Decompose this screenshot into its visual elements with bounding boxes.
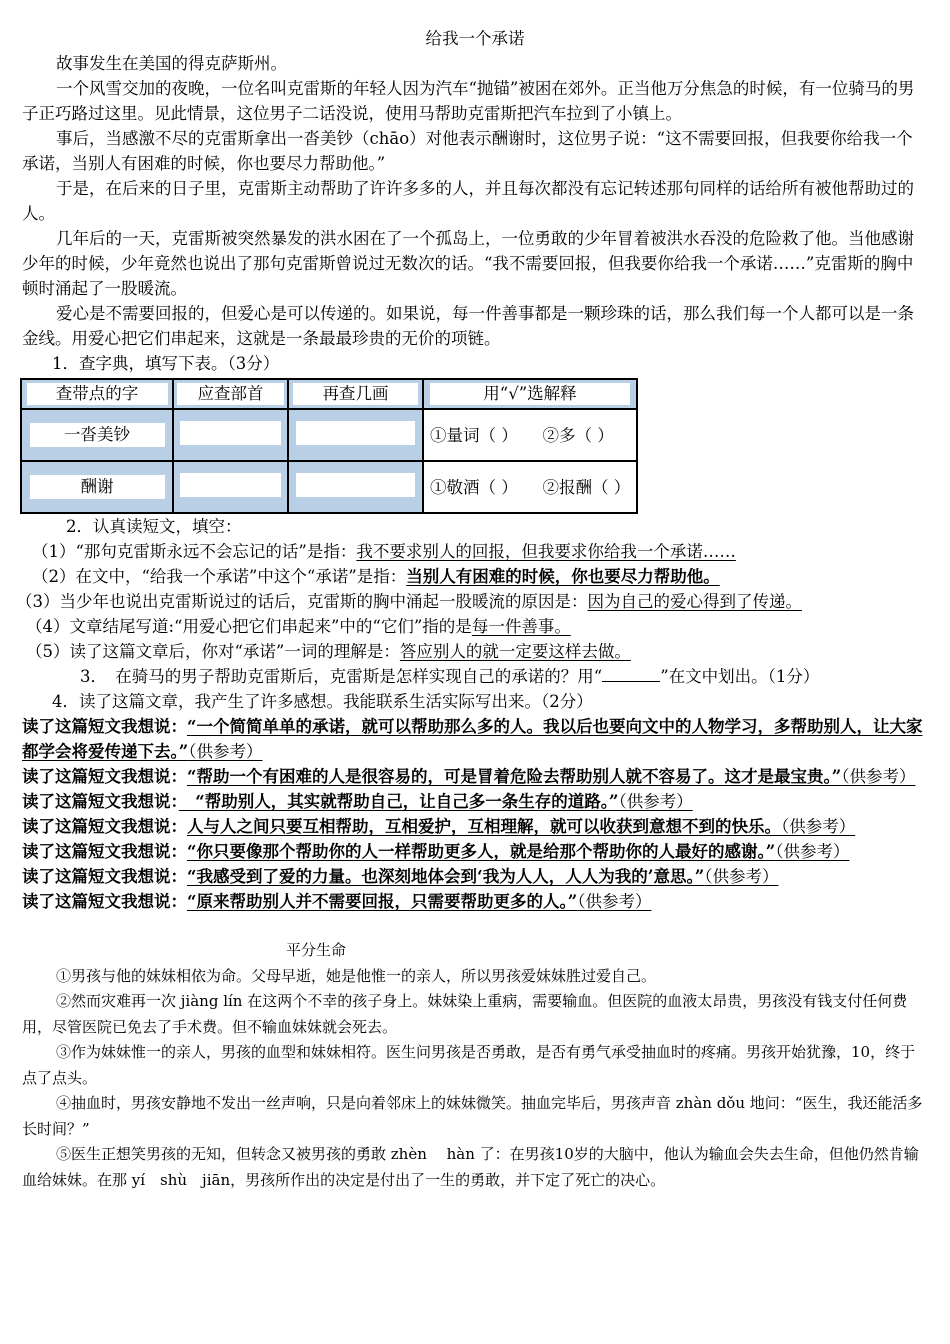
question-3-text-end: ”在文中划出。（1分） — [660, 667, 820, 686]
word-label: 一沓美钞 — [30, 423, 165, 447]
thought-text-wrap — [187, 867, 778, 886]
thought-answer — [22, 789, 928, 814]
table-word-cell — [21, 409, 173, 461]
section-gap — [22, 914, 928, 938]
story1-paragraph: 事后，当感激不尽的克雷斯拿出一沓美钞（chāo）对他表示酬谢时，这位男子说：“这不需要回报，但我要你给我一个承诺，当别人有困难的时候，你也要尽力帮助他。” — [22, 129, 913, 173]
table-header-label: 用“√”选解释 — [430, 383, 629, 405]
thought-answer — [22, 839, 928, 864]
story1-paragraph: 几年后的一天，克雷斯被突然暴发的洪水困在了一个孤岛上，一位勇敢的少年冒着被洪水吞没的危险救了他。当他感谢少年的时候，少年竟然也说出了那句克雷斯曾说过无数次的话。“我不需要回报，但我要你给我一个承诺……”克雷斯的胸中顿时涌起了一股暖流。 — [22, 229, 914, 298]
thought-lead: 读了这篇短文我想说： — [22, 817, 187, 836]
thought-lead: 读了这篇短文我想说： — [22, 842, 187, 861]
thought-text: “我感受到了爱的力量。也深刻地体会到‘我为人人，人人为我的’意思。” — [187, 867, 705, 886]
thought-text: “帮助别人，其实就帮助自己，让自己多一条生存的道路。” — [178, 792, 619, 811]
meaning-options[interactable]: ①敬酒（ ） ②报酬（ ） — [423, 461, 637, 513]
reference-note: （供参考） — [775, 842, 850, 861]
worksheet-page — [16, 26, 928, 1193]
fill-item-prompt: （3）当少年也说出克雷斯说过的话后，克雷斯的胸中涌起一股暖流的原因是： — [16, 592, 588, 611]
thought-text-wrap — [187, 767, 915, 786]
thought-lead: 读了这篇短文我想说： — [22, 892, 187, 911]
table-header — [423, 379, 637, 409]
word-label: 酬谢 — [30, 475, 165, 499]
dictionary-table — [20, 378, 638, 514]
fill-item — [26, 639, 928, 664]
fill-item-prompt: （1）“那句克雷斯永远不会忘记的话”是指： — [32, 542, 357, 561]
strokes-answer-field[interactable] — [296, 421, 416, 445]
meaning-options[interactable]: ①量词（ ） ②多（ ） — [423, 409, 637, 461]
thought-text: 人与人之间只要互相帮助，互相爱护，互相理解，就可以收获到意想不到的快乐。 — [187, 817, 781, 836]
story2-paragraph: ②然而灾难再一次 jiàng lín 在这两个不幸的孩子身上。妹妹染上重病，需要输血。但医院的血液太昂贵，男孩没有钱支付任何费用，尽管医院已免去了手术费。但不输血妹妹就会死去。 — [22, 992, 908, 1036]
reference-note: （供参考） — [188, 742, 263, 761]
thought-text: “一个简简单单的承诺，就可以帮助那么多的人。我以后也要向文中的人物学习，多帮助别人，让大家都学会将爱传递下去。” — [22, 717, 923, 761]
reference-note: （供参考） — [618, 792, 693, 811]
story1-paragraph: 爱心是不需要回报的，但爱心是可以传递的。如果说，每一件善事都是一颗珍珠的话，那么我们每一个人都可以是一条金线。用爱心把它们串起来，这就是一条最最珍贵的无价的项链。 — [22, 304, 914, 348]
fill-item-prompt: （4）文章结尾写道:“用爱心把它们串起来”中的“它们”指的是 — [26, 617, 472, 636]
reference-note: （供参考） — [781, 817, 856, 836]
reference-note: （供参考） — [577, 892, 652, 911]
thought-lead: 读了这篇短文我想说： — [22, 792, 179, 811]
table-header — [288, 379, 423, 409]
question-1: 1．查字典，填写下表。（3分） — [52, 354, 280, 373]
story1-paragraph: 一个风雪交加的夜晚，一位名叫克雷斯的年轻人因为汽车“抛锚”被困在郊外。正当他万分焦急的时候，有一位骑马的男子正巧路过这里。见此情景，这位男子二话没说，使用马帮助克雷斯把汽车拉到了小镇上。 — [22, 79, 915, 123]
table-header — [173, 379, 288, 409]
thought-lead: 读了这篇短文我想说： — [22, 867, 187, 886]
thought-text-wrap — [179, 792, 693, 811]
table-header-label: 应查部首 — [177, 383, 283, 405]
strokes-answer-cell[interactable] — [288, 409, 423, 461]
thought-text-wrap — [187, 892, 651, 911]
thought-text-wrap — [187, 817, 855, 836]
fill-item — [26, 614, 928, 639]
fill-item-prompt: （2）在文中，“给我一个承诺”中这个“承诺”是指： — [32, 567, 407, 586]
thought-lead: 读了这篇短文我想说： — [22, 767, 187, 786]
story2-paragraph: ④抽血时，男孩安静地不发出一丝声响，只是向着邻床上的妹妹微笑。抽血完毕后，男孩声音 zhàn dǒu 地问：“医生，我还能活多长时间？” — [22, 1094, 923, 1138]
reference-note: （供参考） — [841, 767, 916, 786]
fill-item — [32, 539, 928, 564]
story2-paragraph: ①男孩与他的妹妹相依为命。父母早逝，她是他惟一的亲人，所以男孩爱妹妹胜过爱自己。 — [56, 966, 657, 985]
thought-text-wrap — [187, 842, 849, 861]
radical-answer-field[interactable] — [180, 473, 282, 497]
thought-text: “原来帮助别人并不需要回报，只需要帮助更多的人。” — [187, 892, 578, 911]
question-3 — [22, 664, 928, 689]
underline-mark — [602, 667, 660, 682]
thought-answer — [22, 864, 928, 889]
strokes-answer-field[interactable] — [296, 473, 416, 497]
thought-answer — [22, 814, 928, 839]
question-2: 2．认真读短文，填空： — [66, 517, 242, 536]
story1-title: 给我一个承诺 — [425, 29, 525, 48]
fill-item-prompt: （5）读了这篇文章后，你对“承诺”一词的理解是： — [26, 642, 400, 661]
fill-item-answer: 答应别人的就一定要这样去做。 — [399, 642, 631, 661]
thought-lead: 读了这篇短文我想说： — [22, 717, 187, 736]
table-header-label: 再查几画 — [293, 383, 418, 405]
fill-item — [16, 589, 928, 614]
story2-paragraph: ⑤医生正想笑男孩的无知，但转念又被男孩的勇敢 zhèn hàn 了：在男孩10岁的大脑中，他认为输血会失去生命，但他仍然肯输血给妹妹。在那 yí shù jiān，男孩所作出的决定是付出了一生的勇敢，并下定了死亡的决心。 — [22, 1145, 919, 1189]
thought-answer — [22, 714, 928, 764]
fill-item-answer: 每一件善事。 — [471, 617, 571, 636]
table-word-cell — [21, 461, 173, 513]
fill-item-answer: 我不要求别人的回报，但我要求你给我一个承诺…… — [356, 542, 736, 561]
story2-title: 平分生命 — [286, 941, 347, 959]
thought-text: “你只要像那个帮助你的人一样帮助更多人，就是给那个帮助你的人最好的感谢。” — [187, 842, 776, 861]
fill-item-answer: 当别人有困难的时候，你也要尽力帮助他。 — [406, 567, 720, 586]
story1-paragraph: 于是，在后来的日子里，克雷斯主动帮助了许许多多的人，并且每次都没有忘记转述那句同样的话给所有被他帮助过的人。 — [22, 179, 914, 223]
radical-answer-cell[interactable] — [173, 461, 288, 513]
question-4: 4．读了这篇文章，我产生了许多感想。我能联系生活实际写出来。（2分） — [52, 692, 593, 711]
story2-paragraph: ③作为妹妹惟一的亲人，男孩的血型和妹妹相符。医生问男孩是否勇敢，是否有勇气承受抽血时的疼痛。男孩开始犹豫，10，终于点了点头。 — [22, 1043, 916, 1087]
strokes-answer-cell[interactable] — [288, 461, 423, 513]
fill-item-answer: 因为自己的爱心得到了传递。 — [587, 592, 802, 611]
radical-answer-cell[interactable] — [173, 409, 288, 461]
table-header-label: 查带点的字 — [27, 383, 168, 405]
question-3-text: 3． 在骑马的男子帮助克雷斯后，克雷斯是怎样实现自己的承诺的？用“ — [80, 667, 603, 686]
thought-text: “帮助一个有困难的人是很容易的，可是冒着危险去帮助别人就不容易了。这才是最宝贵。” — [187, 767, 842, 786]
story1-paragraph: 故事发生在美国的得克萨斯州。 — [56, 54, 287, 73]
radical-answer-field[interactable] — [180, 421, 282, 445]
table-header — [21, 379, 173, 409]
thought-answer — [22, 764, 928, 789]
reference-note: （供参考） — [704, 867, 779, 886]
thought-answer — [22, 889, 928, 914]
fill-item — [32, 564, 928, 589]
